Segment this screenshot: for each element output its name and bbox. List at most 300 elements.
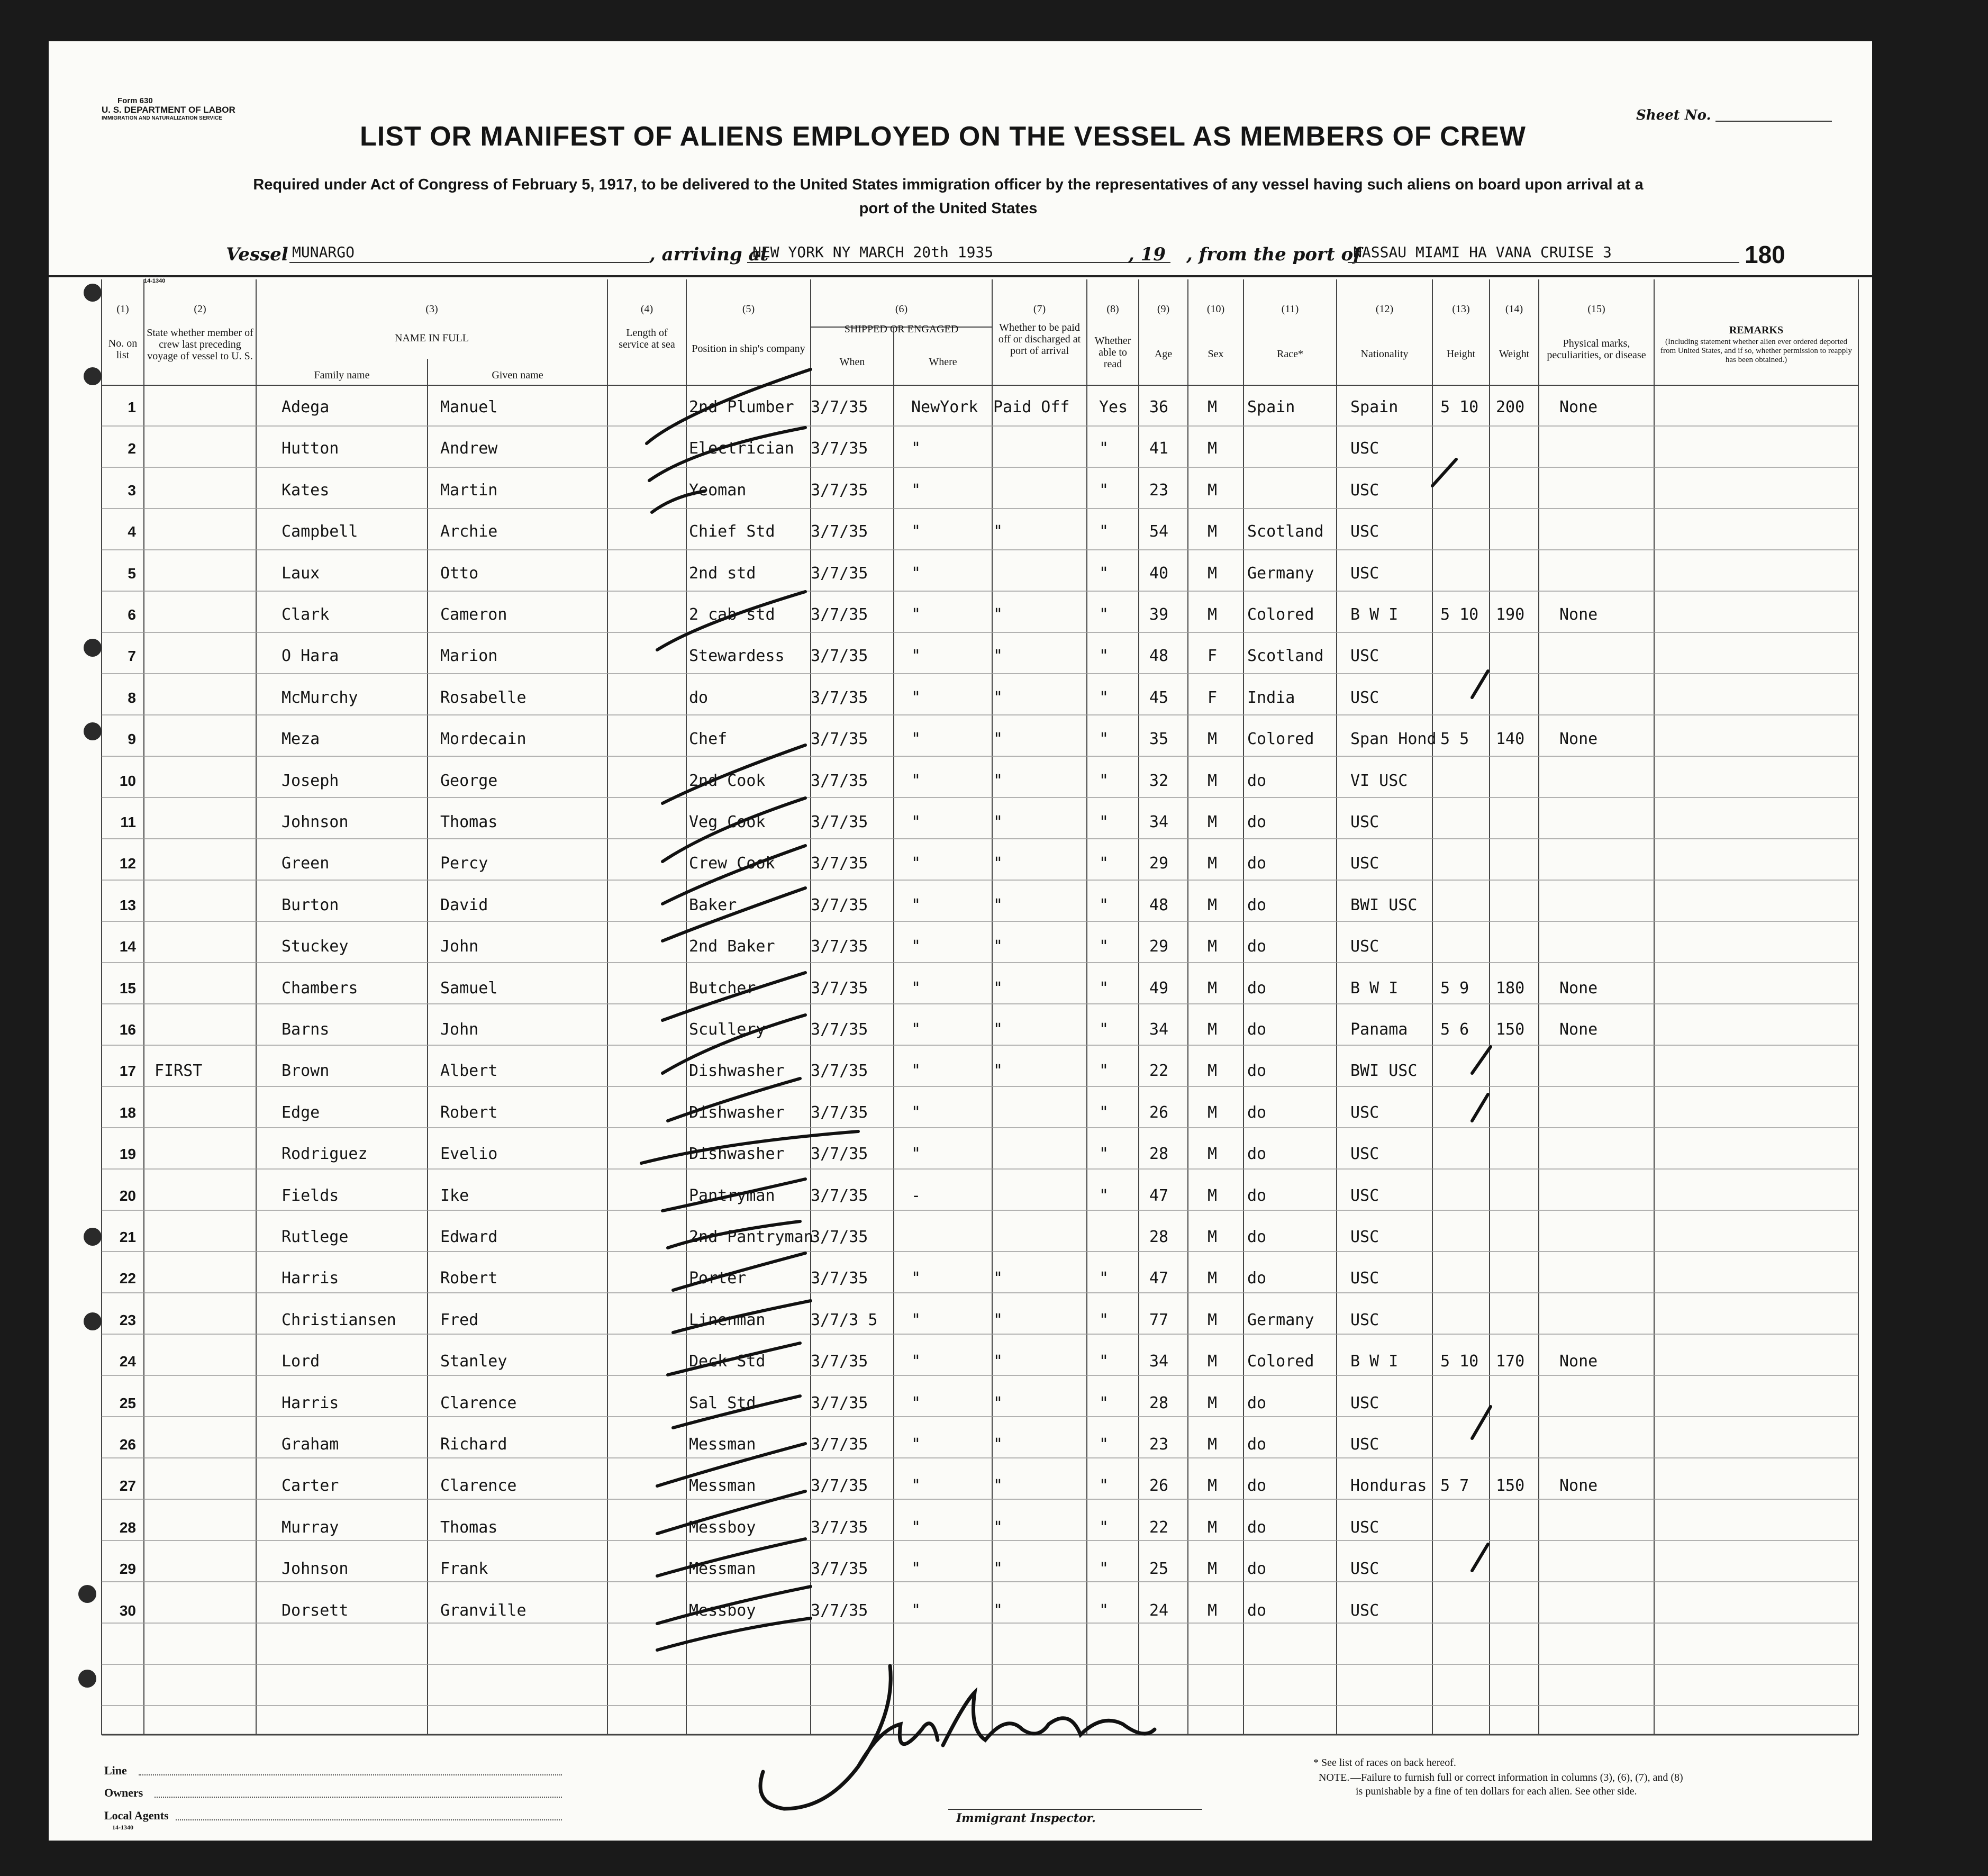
shipped-where-cell: NewYork [911,398,978,416]
sex-cell: M [1208,398,1218,416]
sex-cell: M [1208,1601,1218,1620]
shipped-when-cell: 3/7/35 [811,1020,868,1039]
race-cell: do [1247,771,1267,790]
family-name-cell: Rutlege [282,1228,349,1246]
weight-cell: 180 [1496,978,1525,998]
race-cell: Colored [1247,605,1314,624]
position-cell: Yeoman [689,481,747,500]
given-name-cell: Robert [440,1103,498,1122]
row-number: 14 [119,938,136,955]
paid-off-cell: " [993,978,1003,998]
shipped-when-cell: 3/7/35 [811,1518,868,1537]
shipped-where-cell: " [911,854,921,873]
race-cell: do [1247,978,1267,998]
shipped-where-cell: " [911,1435,921,1454]
race-cell: do [1247,1269,1267,1288]
age-cell: 26 [1149,1476,1169,1496]
vessel-name: MUNARGO [292,243,355,261]
row-number: 11 [120,814,136,830]
age-cell: 22 [1149,1062,1169,1081]
col11-number: (11) [1281,303,1299,315]
col13-header: Height [1446,348,1476,360]
paid-off-cell: " [993,1601,1003,1620]
race-cell: do [1247,854,1267,873]
given-name-cell: Archie [440,522,498,541]
race-cell: Colored [1247,730,1314,749]
nationality-cell: USC [1350,522,1379,541]
shipped-when-cell: 3/7/35 [811,1145,868,1164]
family-name-cell: Chambers [282,978,358,998]
nationality-cell: USC [1350,854,1379,873]
given-name-cell: Evelio [440,1145,498,1164]
paid-off-cell: " [993,1310,1003,1329]
age-cell: 34 [1149,1352,1169,1371]
able-to-read-cell: " [1099,481,1109,500]
race-cell: Scotland [1247,522,1324,541]
shipped-when-cell: 3/7/35 [811,771,868,790]
age-cell: 39 [1149,605,1169,624]
row-number: 20 [119,1187,136,1204]
position-cell: Scullery [689,1020,766,1039]
given-name-cell: Thomas [440,813,498,831]
weight-cell: 150 [1496,1476,1525,1496]
shipped-when-cell: 3/7/35 [811,398,868,416]
age-cell: 40 [1149,564,1169,583]
given-name-cell: Robert [440,1269,498,1288]
col14-number: (14) [1505,303,1523,315]
weight-cell: 150 [1496,1020,1525,1039]
nationality-cell: USC [1350,647,1379,666]
family-name-cell: McMurchy [282,688,358,707]
given-name-cell: Richard [440,1435,507,1454]
given-name-cell: Marion [440,647,498,666]
family-name-cell: Fields [282,1186,339,1205]
given-name-cell: Clarence [440,1476,517,1496]
sex-cell: F [1208,647,1218,666]
age-cell: 28 [1149,1145,1169,1164]
given-name-cell: Rosabelle [440,688,526,707]
position-cell: Electrician [689,439,794,458]
sex-cell: M [1208,564,1218,583]
age-cell: 47 [1149,1269,1169,1288]
able-to-read-cell: " [1099,1435,1109,1454]
sheet-label: Sheet No. [1636,107,1711,123]
able-to-read-cell: " [1099,1393,1109,1412]
sex-cell: M [1208,854,1218,873]
able-to-read-cell: " [1099,1476,1109,1496]
position-cell: Veg Cook [689,813,766,831]
age-cell: 29 [1149,854,1169,873]
row-number: 5 [128,565,136,582]
race-cell: Scotland [1247,647,1324,666]
family-name-cell: Christiansen [282,1310,396,1329]
physical-marks-cell: None [1559,605,1598,624]
position-cell: Dishwasher [689,1062,785,1081]
able-to-read-cell: " [1099,439,1109,458]
nationality-cell: B W I [1350,605,1399,624]
nationality-cell: B W I [1350,978,1399,998]
nationality-cell: Panama [1350,1020,1408,1039]
race-cell: do [1247,895,1267,914]
age-cell: 25 [1149,1560,1169,1579]
shipped-when-cell: 3/7/35 [811,522,868,541]
family-name-cell: Johnson [282,813,349,831]
age-cell: 34 [1149,813,1169,831]
family-name-cell: Campbell [282,522,358,541]
family-name-cell: Hutton [282,439,339,458]
col7-header: Whether to be paid off or discharged at port of arrival [998,322,1081,357]
able-to-read-cell: " [1099,854,1109,873]
race-cell: India [1247,688,1295,707]
arriving-value: NEW YORK NY MARCH 20th 1935 [752,243,994,261]
able-to-read-cell: " [1099,813,1109,831]
given-name-cell: Albert [440,1062,498,1081]
binder-hole [84,1312,102,1330]
row-number: 22 [119,1270,136,1287]
col6-when-header: When [839,356,865,368]
height-cell: 5 9 [1440,978,1469,998]
position-cell: Chief Std [689,522,775,541]
shipped-where-cell: " [911,1310,921,1329]
shipped-when-cell: 3/7/35 [811,1560,868,1579]
age-cell: 23 [1149,481,1169,500]
paid-off-cell: " [993,522,1003,541]
age-cell: 22 [1149,1518,1169,1537]
position-cell: Chef [689,730,728,749]
given-name-cell: Granville [440,1601,526,1620]
shipped-when-cell: 3/7/35 [811,1103,868,1122]
age-cell: 26 [1149,1103,1169,1122]
inspector-signature-line [948,1809,1202,1810]
row-number: 18 [119,1104,136,1121]
shipped-where-cell: - [911,1186,921,1205]
nationality-cell: USC [1350,1269,1379,1288]
row-number: 28 [119,1519,136,1536]
physical-marks-cell: None [1559,978,1598,998]
row-number: 8 [128,689,136,706]
given-name-cell: Martin [440,481,498,500]
paid-off-cell: " [993,813,1003,831]
shipped-when-cell: 3/7/35 [811,1352,868,1371]
race-cell: do [1247,813,1267,831]
shipped-when-cell: 3/7/35 [811,895,868,914]
paid-off-cell: " [993,1435,1003,1454]
from-label: , from the port of [1186,244,1361,265]
given-name-cell: Fred [440,1310,479,1329]
form-code: 14-1340 [144,278,166,284]
shipped-when-cell: 3/7/35 [811,647,868,666]
shipped-when-cell: 3/7/35 [811,688,868,707]
given-name-cell: George [440,771,498,790]
nationality-cell: B W I [1350,1352,1399,1371]
position-cell: Crew Cook [689,854,775,873]
paid-off-cell: " [993,771,1003,790]
row-number: 27 [119,1478,136,1494]
from-port-value: NASSAU MIAMI HA VANA CRUISE 3 [1353,243,1612,261]
shipped-when-cell: 3/7/35 [811,1062,868,1081]
row-number: 7 [128,648,136,665]
binder-hole [84,284,102,302]
col9-number: (9) [1157,303,1170,315]
row-number: 9 [128,731,136,748]
age-cell: 36 [1149,398,1169,416]
col9-header: Age [1154,348,1173,360]
family-name-cell: Carter [282,1476,339,1496]
page-number: 180 [1745,241,1785,268]
col4-number: (4) [640,303,653,315]
position-cell: Messman [689,1476,756,1496]
family-name-cell: Harris [282,1393,339,1412]
note-text-1: —Failure to furnish full or correct information in columns (3), (6), (7), and (8) [1350,1772,1683,1783]
race-cell: do [1247,1393,1267,1412]
binder-hole [84,1228,102,1246]
col5-number: (5) [742,303,755,315]
sex-cell: M [1208,481,1218,500]
position-cell: Butcher [689,978,756,998]
col8-number: (8) [1106,303,1119,315]
paid-off-cell: " [993,895,1003,914]
able-to-read-cell: " [1099,1020,1109,1039]
shipped-when-cell: 3/7/35 [811,854,868,873]
shipped-where-cell: " [911,1393,921,1412]
nationality-cell: Spain [1350,398,1399,416]
position-cell: Deck Std [689,1352,766,1371]
able-to-read-cell: " [1099,1269,1109,1288]
family-name-cell: Dorsett [282,1601,349,1620]
row-number: 1 [128,399,136,415]
sex-cell: M [1208,1518,1218,1537]
age-cell: 34 [1149,1020,1169,1039]
age-cell: 32 [1149,771,1169,790]
position-cell: Baker [689,895,737,914]
row-number: 16 [119,1021,136,1038]
able-to-read-cell: " [1099,647,1109,666]
family-name-cell: Kates [282,481,330,500]
line-label: Line [104,1764,127,1777]
nationality-cell: USC [1350,1601,1379,1620]
age-cell: 23 [1149,1435,1169,1454]
vessel-label: Vessel [226,244,288,265]
race-cell: Germany [1247,1310,1314,1329]
shipped-when-cell: 3/7/35 [811,481,868,500]
col3-given-header: Given name [492,369,543,381]
age-cell: 77 [1149,1310,1169,1329]
paid-off-cell: " [993,1062,1003,1081]
shipped-where-cell: " [911,1020,921,1039]
row-number: 2 [128,440,136,457]
nationality-cell: USC [1350,481,1379,500]
race-cell: Colored [1247,1352,1314,1371]
family-name-cell: Adega [282,398,330,416]
weight-cell: 170 [1496,1352,1525,1371]
able-to-read-cell: " [1099,1310,1109,1329]
paid-off-cell: " [993,1560,1003,1579]
able-to-read-cell: " [1099,771,1109,790]
physical-marks-cell: None [1559,1352,1598,1371]
able-to-read-cell: " [1099,522,1109,541]
row-number: 19 [119,1146,136,1163]
row-number: 3 [128,482,136,499]
nationality-cell: USC [1350,1103,1379,1122]
family-name-cell: Laux [282,564,320,583]
col3-number: (3) [425,303,438,315]
weight-cell: 140 [1496,730,1525,749]
given-name-cell: David [440,895,488,914]
shipped-when-cell: 3/7/35 [811,1186,868,1205]
col6-where-header: Where [929,356,957,368]
given-name-cell: Thomas [440,1518,498,1537]
shipped-where-cell: " [911,688,921,707]
position-cell: Linenman [689,1310,766,1329]
note-text-2: is punishable by a fine of ten dollars for each alien. See other side. [1356,1786,1637,1797]
age-cell: 28 [1149,1393,1169,1412]
age-cell: 45 [1149,688,1169,707]
col6-number: (6) [895,303,908,315]
position-cell: 2nd Plumber [689,398,794,416]
sex-cell: M [1208,1476,1218,1496]
sex-cell: M [1208,1020,1218,1039]
able-to-read-cell: " [1099,564,1109,583]
race-cell: do [1247,1228,1267,1246]
sex-cell: M [1208,605,1218,624]
able-to-read-cell: " [1099,1186,1109,1205]
family-name-cell: Meza [282,730,320,749]
position-cell: 2nd Cook [689,771,766,790]
shipped-when-cell: 3/7/35 [811,1601,868,1620]
col8-header: Whether able to read [1094,335,1131,370]
position-cell: Sal Std [689,1393,756,1412]
shipped-where-cell: " [911,771,921,790]
race-cell: do [1247,1103,1267,1122]
shipped-where-cell: " [911,813,921,831]
race-cell: do [1247,1186,1267,1205]
nationality-cell: USC [1350,1518,1379,1537]
manifest-sheet [49,41,1872,1841]
able-to-read-cell: " [1099,978,1109,998]
row-number: 15 [119,980,136,996]
position-cell: Stewardess [689,647,785,666]
given-name-cell: Stanley [440,1352,507,1371]
able-to-read-cell: " [1099,688,1109,707]
able-to-read-cell: " [1099,1560,1109,1579]
position-cell: Pantryman [689,1186,775,1205]
position-cell: Messboy [689,1518,756,1537]
sex-cell: M [1208,895,1218,914]
given-name-cell: Mordecain [440,730,526,749]
binder-hole [78,1585,96,1603]
line-dots [139,1774,562,1775]
given-name-cell: Percy [440,854,488,873]
inspector-label: Immigrant Inspector. [956,1811,1096,1825]
nationality-cell: USC [1350,937,1379,956]
age-cell: 48 [1149,647,1169,666]
shipped-where-cell: " [911,522,921,541]
position-cell: Messman [689,1560,756,1579]
family-name-cell: Clark [282,605,330,624]
col2-number: (2) [194,303,206,315]
shipped-where-cell: " [911,481,921,500]
position-cell: Dishwasher [689,1145,785,1164]
col10-number: (10) [1206,303,1225,315]
able-to-read-cell: " [1099,1062,1109,1081]
age-cell: 41 [1149,439,1169,458]
shipped-where-cell: " [911,1560,921,1579]
col4-header: Length of service at sea [619,327,675,350]
subtitle-line1: Required under Act of Congress of February 5, 1917, to be delivered to the United States immigration officer by the representatives of any vessel having such aliens on board upon arrival at a [253,176,1644,193]
physical-marks-cell: None [1559,730,1598,749]
family-name-cell: Graham [282,1435,339,1454]
arriving-label: , arriving at [649,244,769,265]
agents-label: Local Agents [104,1809,169,1822]
sex-cell: M [1208,771,1218,790]
shipped-where-cell: " [911,937,921,956]
able-to-read-cell: " [1099,1352,1109,1371]
age-cell: 49 [1149,978,1169,998]
shipped-when-cell: 3/7/35 [811,730,868,749]
shipped-when-cell: 3/7/35 [811,1269,868,1288]
shipped-where-cell: " [911,1352,921,1371]
age-cell: 24 [1149,1601,1169,1620]
family-name-cell: Lord [282,1352,320,1371]
given-name-cell: Ike [440,1186,469,1205]
given-name-cell: John [440,937,479,956]
able-to-read-cell: " [1099,895,1109,914]
able-to-read-cell: " [1099,1601,1109,1620]
paid-off-cell: " [993,1393,1003,1412]
race-cell: Spain [1247,398,1295,416]
col1-number: (1) [116,303,129,315]
remarks-note: (Including statement whether alien ever ordered deported from United States, and if so, whether permission to reapply has been obtained.) [1660,338,1852,364]
position-cell: do [689,688,709,707]
row-number: 24 [119,1353,136,1370]
race-cell: do [1247,1518,1267,1537]
col15-number: (15) [1587,303,1605,315]
family-name-cell: Murray [282,1518,339,1537]
given-name-cell: Otto [440,564,479,583]
position-cell: 2nd std [689,564,756,583]
col2-header: State whether member of crew last preceding voyage of vessel to U. S. [147,327,253,362]
family-name-cell: Barns [282,1020,330,1039]
col5-header: Position in ship's company [692,343,805,355]
col13-number: (13) [1452,303,1470,315]
height-cell: 5 10 [1440,1352,1479,1371]
nationality-cell: USC [1350,564,1379,583]
position-cell: Messboy [689,1601,756,1620]
age-cell: 47 [1149,1186,1169,1205]
family-name-cell: Joseph [282,771,339,790]
nationality-cell: USC [1350,1435,1379,1454]
sex-cell: M [1208,1145,1218,1164]
nationality-cell: USC [1350,1310,1379,1329]
shipped-where-cell: " [911,605,921,624]
height-cell: 5 5 [1440,730,1469,749]
able-to-read-cell: " [1099,1103,1109,1122]
race-cell: do [1247,1435,1267,1454]
sex-cell: M [1208,937,1218,956]
shipped-where-cell: " [911,439,921,458]
row-number: 30 [119,1602,136,1619]
position-cell: 2 cab std [689,605,775,624]
shipped-where-cell: " [911,1601,921,1620]
given-name-cell: Samuel [440,978,498,998]
height-cell: 5 6 [1440,1020,1469,1039]
col12-number: (12) [1375,303,1394,315]
nationality-cell: USC [1350,1393,1379,1412]
col12-header: Nationality [1360,348,1409,360]
paid-off-cell: Paid Off [993,398,1070,416]
binder-hole [84,367,102,385]
sex-cell: M [1208,1062,1218,1081]
